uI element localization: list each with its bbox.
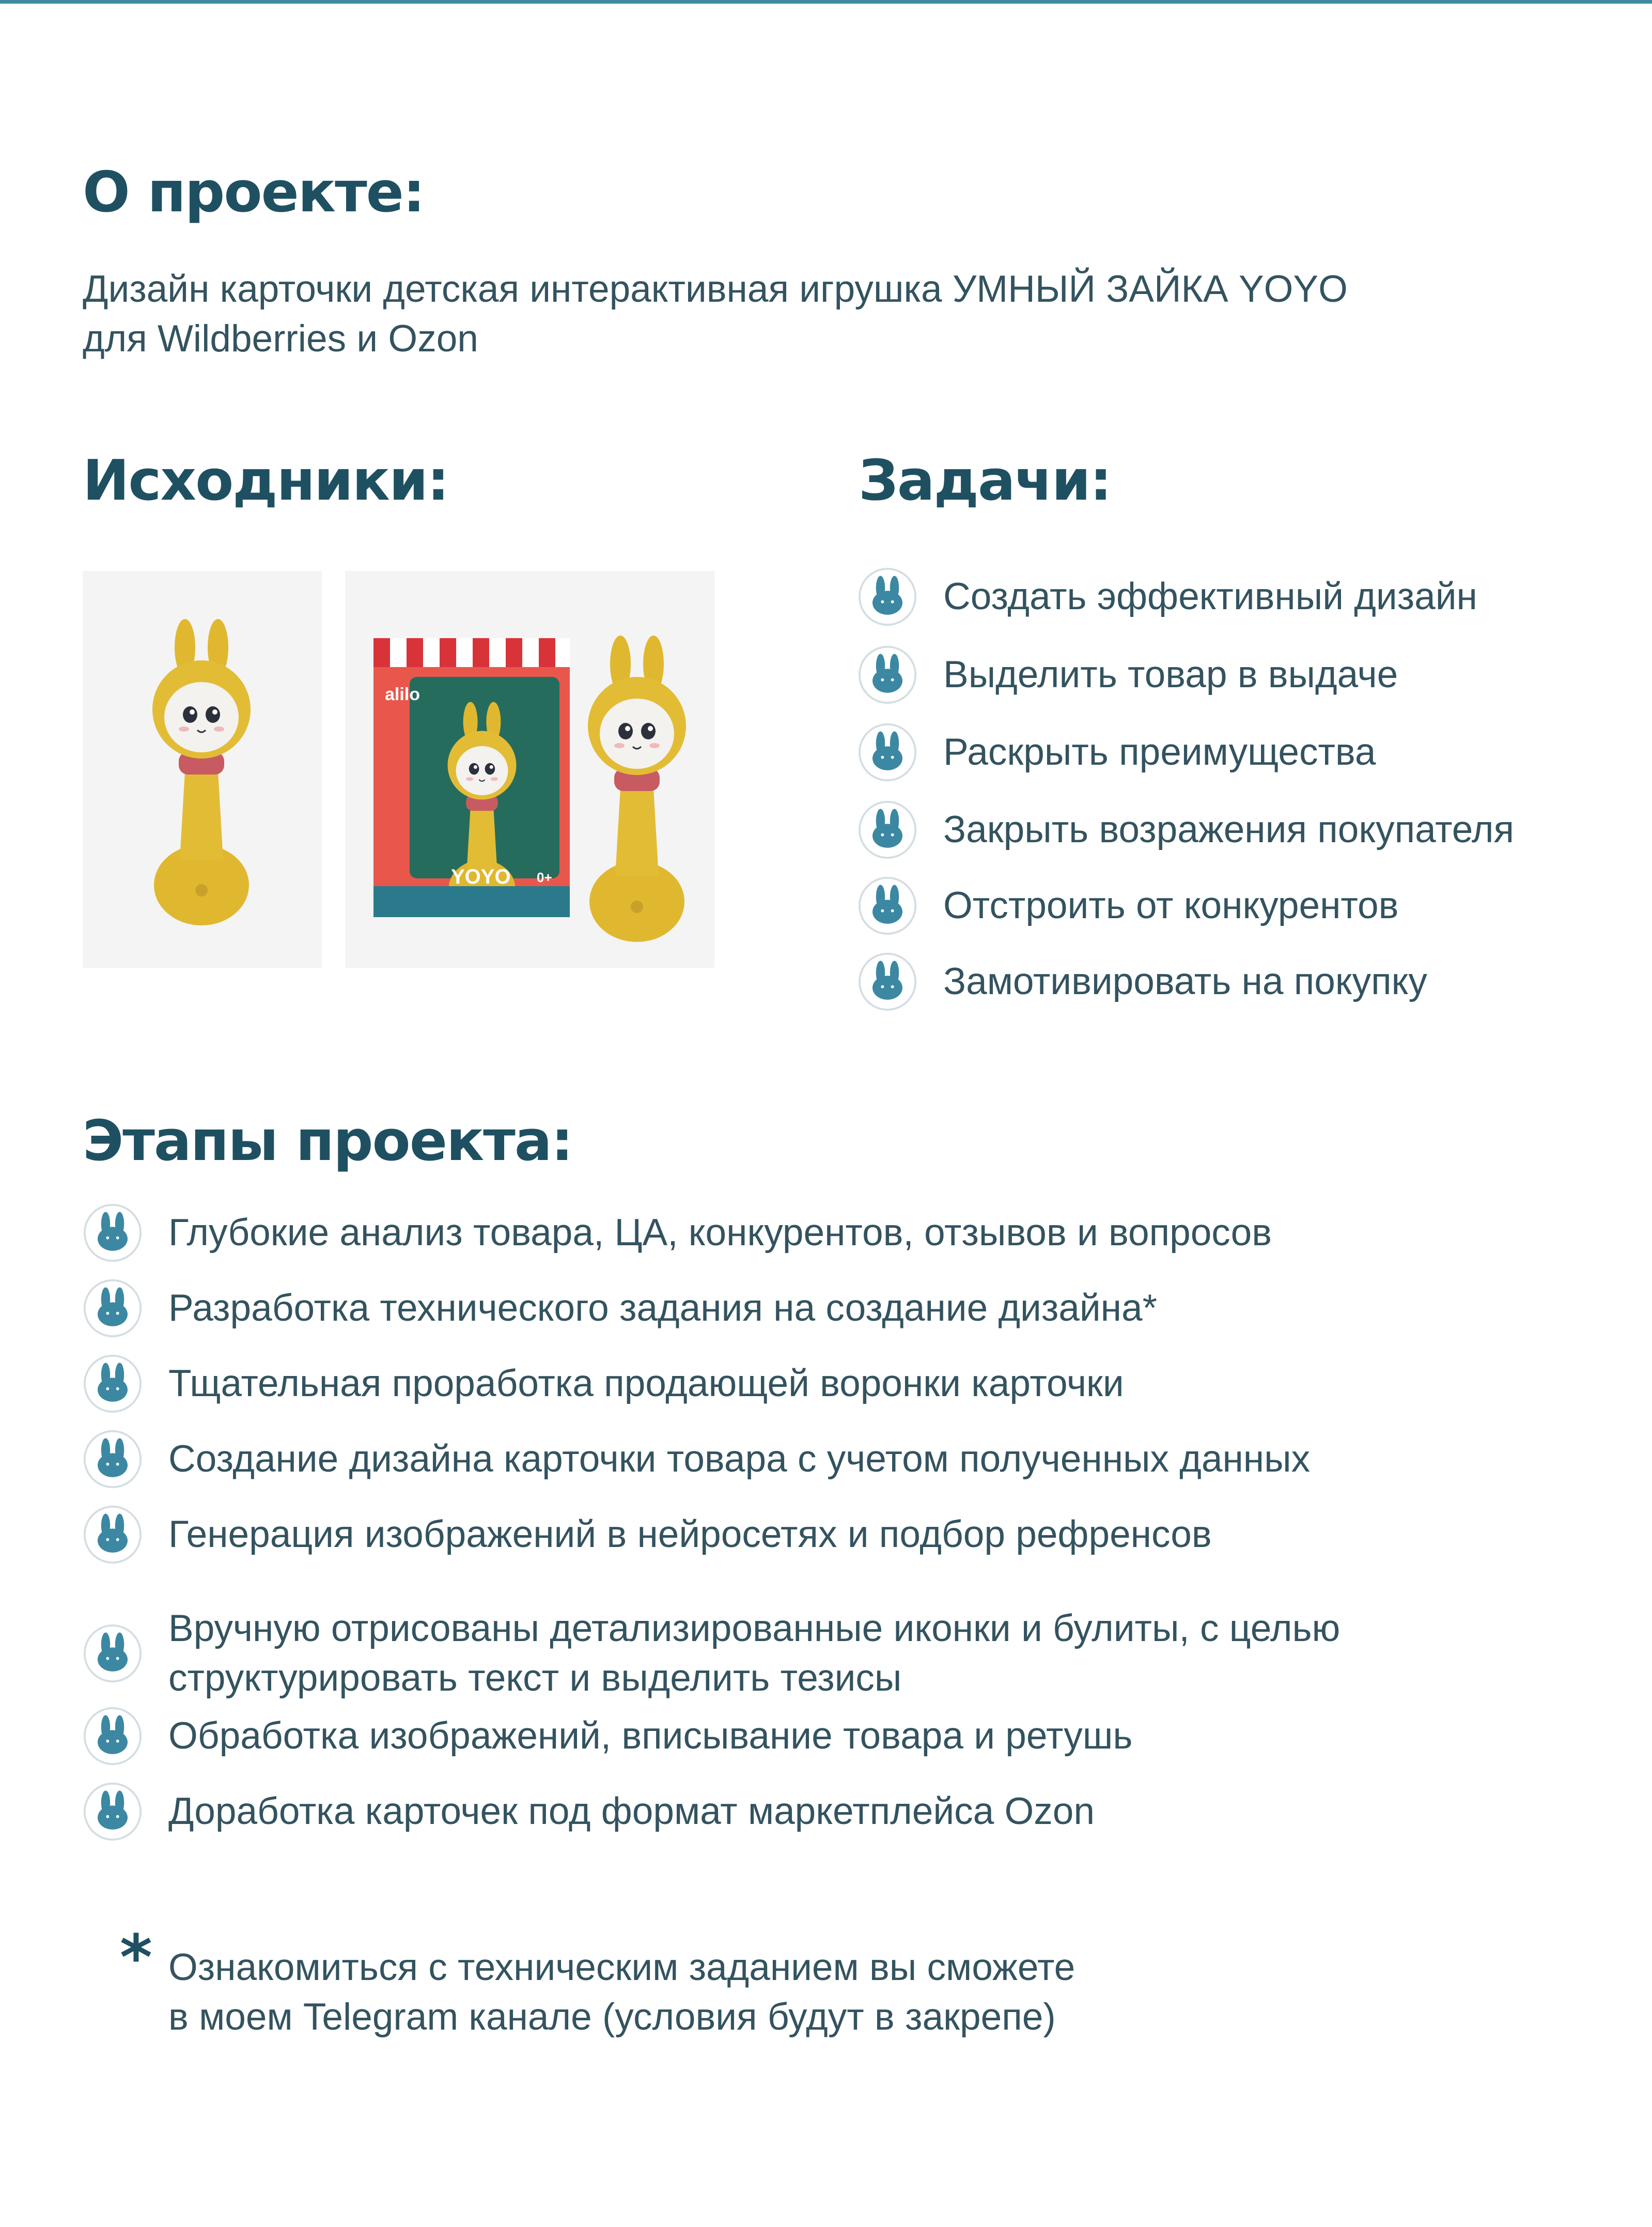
stage-text: Тщательная проработка продающей воронки карточки <box>168 1363 1124 1404</box>
task-text: Раскрыть преимущества <box>943 731 1376 773</box>
about-line-2: для Wildberries и Ozon <box>83 318 478 360</box>
stage-item <box>83 1782 1095 1842</box>
bunny-bullet-icon <box>83 1505 143 1565</box>
task-item <box>858 722 1376 782</box>
bunny-bullet-icon <box>858 567 917 627</box>
task-text: Замотивировать на покупку <box>943 961 1427 1002</box>
source-image-toy <box>83 571 322 968</box>
bunny-bullet-icon <box>858 722 917 782</box>
stage-item <box>83 1505 1212 1565</box>
task-item <box>858 800 1514 860</box>
bunny-bullet-icon <box>83 1706 143 1766</box>
stage-item <box>83 1706 1132 1766</box>
stage-text: Глубокие анализ товара, ЦА, конкурентов, отзывов и вопросов <box>168 1212 1272 1254</box>
stage-text-line-2: структурировать текст и выделить тезисы <box>168 1657 902 1699</box>
top-divider <box>0 0 1652 4</box>
stage-text: Разработка технического задания на создание дизайна* <box>168 1287 1158 1329</box>
box-age-label: 0+ <box>537 870 552 885</box>
standalone-toy-illustration <box>585 633 689 943</box>
product-box <box>373 638 570 917</box>
task-item <box>858 645 1398 705</box>
footnote-line-2: в моем Telegram канале (условия будут в закрепе) <box>168 1996 1056 2038</box>
stages-heading: Этапы проекта: <box>83 1109 572 1173</box>
stage-text: Генерация изображений в нейросетях и подбор рефренсов <box>168 1513 1212 1555</box>
footnote-line-1: Ознакомиться с техническим заданием вы сможете <box>168 1946 1076 1988</box>
task-text: Отстроить от конкурентов <box>943 885 1399 926</box>
source-image-box <box>345 571 714 968</box>
tasks-heading: Задачи: <box>859 449 1111 513</box>
stage-text-multiline <box>168 1604 1340 1703</box>
stage-text: Доработка карточек под формат маркетплейса Ozon <box>168 1790 1095 1832</box>
bunny-bullet-icon <box>83 1429 143 1489</box>
box-awning <box>373 638 570 667</box>
bunny-bullet-icon <box>858 876 917 936</box>
task-text: Выделить товар в выдаче <box>943 654 1398 695</box>
bunny-bullet-icon <box>858 800 917 860</box>
box-brand: alilo <box>385 685 420 704</box>
bunny-bullet-icon <box>83 1623 143 1683</box>
task-item <box>858 876 1398 936</box>
about-heading: О проекте: <box>83 160 425 225</box>
box-product-name: YOYO <box>451 865 511 888</box>
bunny-bullet-icon <box>858 645 917 705</box>
sources-heading: Исходники: <box>83 449 448 513</box>
task-text: Закрыть возражения покупателя <box>943 809 1515 850</box>
stage-item <box>83 1604 1340 1703</box>
stage-text-line-1: Вручную отрисованы детализированные иконки и булиты, с целью <box>168 1607 1341 1649</box>
stage-text: Создание дизайна карточки товара с учетом полученных данных <box>168 1438 1311 1480</box>
bunny-bullet-icon <box>83 1278 143 1338</box>
toy-illustration <box>150 616 253 926</box>
footnote-asterisk: * <box>120 1922 152 1994</box>
stage-item <box>83 1429 1310 1489</box>
stage-item <box>83 1278 1157 1338</box>
bunny-bullet-icon <box>83 1354 143 1414</box>
box-bottom-band <box>373 886 570 917</box>
task-item <box>858 952 1427 1012</box>
task-item <box>858 567 1477 627</box>
bunny-bullet-icon <box>83 1203 143 1263</box>
bunny-bullet-icon <box>83 1782 143 1842</box>
stage-text: Обработка изображений, вписывание товара и ретушь <box>168 1715 1133 1757</box>
about-line-1: Дизайн карточки детская интерактивная игрушка УМНЫЙ ЗАЙКА YOYO <box>83 268 1348 310</box>
stage-item <box>83 1203 1272 1263</box>
task-text: Создать эффективный дизайн <box>943 576 1477 617</box>
stage-item <box>83 1354 1124 1414</box>
bunny-bullet-icon <box>858 952 917 1012</box>
